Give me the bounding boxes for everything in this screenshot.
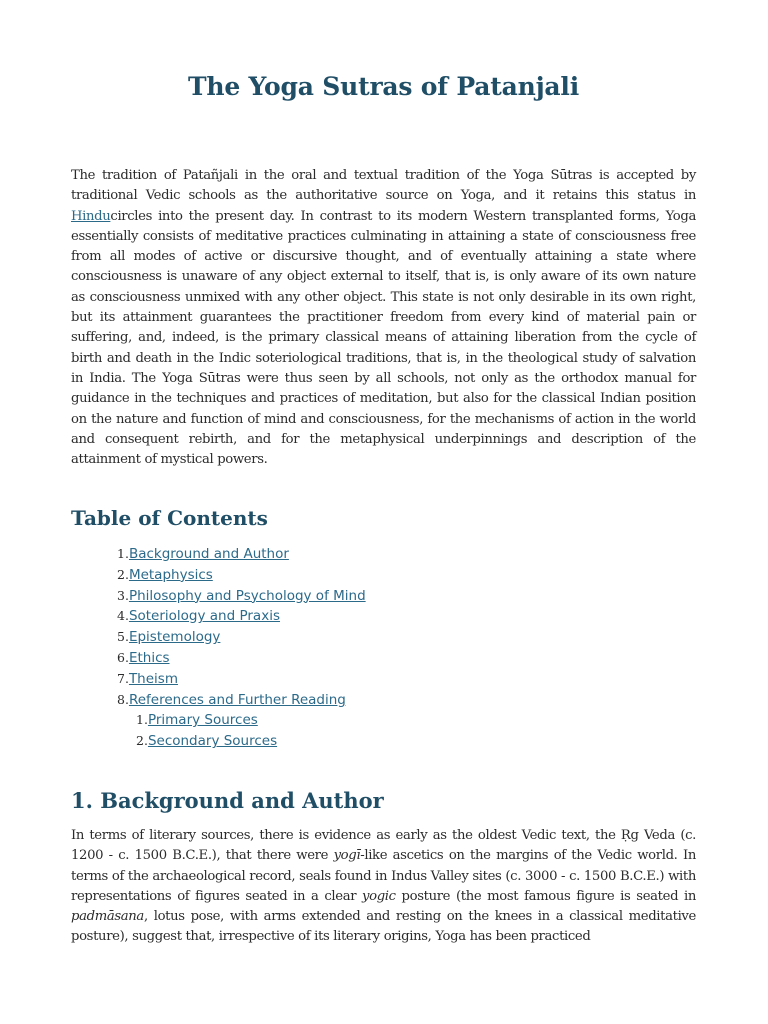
toc-item-theism bbox=[117, 669, 366, 690]
toc-number: 1. bbox=[136, 712, 148, 728]
toc-subitem-secondary bbox=[117, 731, 366, 752]
background-text-2: -like ascetics on the margins of the Vedic world. In terms of the archaeological record, seals found in Indus Valley sites (c. 3000 - c. 1500 B.C.E.) with representations of figures seated in a clear bbox=[71, 848, 697, 904]
toc-number: 3. bbox=[117, 587, 129, 603]
intro-text-rest: circles into the present day. In contrast to its modern Western transplanted forms, Yoga essentially consists of meditative practices culminating in attaining a state of consciousness free from all modes of active or discursive thought, and of eventually attaining a state where consciousness is unaware of any object external to itself, that is, is only aware of its own nature as consciousness unmixed with any other object. This state is not only desirable in its own right, but its attainment guarantees the practitioner freedom from every kind of material pain or suffering, and, indeed, is the primary classical means of attaining liberation from the cycle of birth and death in the Indic soteriological traditions, that is, in the theological study of salvation in India. The Yoga Sūtras were thus seen by all schools, not only as the orthodox manual for guidance in the techniques and practices of meditation, but also for the classical Indian position on the nature and function of mind and consciousness, for the mechanisms of action in the world and consequent rebirth, and for the metaphysical underpinnings and description of the attainment of mystical powers. bbox=[71, 208, 696, 468]
table-of-contents bbox=[117, 544, 366, 752]
intro-paragraph bbox=[71, 166, 696, 470]
toc-number: 2. bbox=[136, 733, 148, 749]
toc-link-secondary-sources[interactable]: Secondary Sources bbox=[147, 733, 278, 750]
toc-link-soteriology[interactable]: Soteriology and Praxis bbox=[128, 608, 280, 625]
toc-number: 1. bbox=[117, 546, 129, 561]
toc-link-background[interactable]: Background and Author bbox=[128, 546, 289, 562]
term-padmasana: padmāsana bbox=[71, 909, 144, 925]
toc-number: 4. bbox=[117, 608, 129, 624]
toc-item-epistemology bbox=[117, 627, 366, 648]
toc-heading: Table of Contents bbox=[71, 506, 268, 530]
toc-number: 6. bbox=[117, 649, 129, 665]
toc-number: 7. bbox=[117, 670, 129, 686]
toc-link-primary-sources[interactable]: Primary Sources bbox=[147, 712, 258, 729]
toc-link-references[interactable]: References and Further Reading bbox=[128, 691, 346, 708]
hindu-link[interactable]: Hindu bbox=[71, 208, 111, 224]
toc-item-background bbox=[117, 544, 366, 565]
toc-link-epistemology[interactable]: Epistemology bbox=[128, 629, 221, 646]
term-yogi: yogī bbox=[333, 848, 361, 864]
term-yogic: yogic bbox=[362, 888, 396, 904]
toc-item-metaphysics bbox=[117, 565, 366, 586]
section-heading-background: 1. Background and Author bbox=[71, 788, 384, 813]
toc-item-ethics bbox=[117, 648, 366, 669]
toc-item-soteriology bbox=[117, 606, 366, 627]
background-text-1: In terms of literary sources, there is evidence as early as the oldest Vedic text, the Ṛg Veda (c. 1200 - c. 1500 B.C.E.), that there were bbox=[71, 828, 696, 864]
background-text-3: posture (the most famous figure is seated in bbox=[395, 888, 697, 904]
toc-link-philosophy[interactable]: Philosophy and Psychology of Mind bbox=[128, 587, 366, 604]
toc-link-metaphysics[interactable]: Metaphysics bbox=[128, 566, 213, 583]
toc-number: 2. bbox=[117, 566, 129, 582]
page-title: The Yoga Sutras of Patanjali bbox=[187, 72, 580, 101]
toc-link-theism[interactable]: Theism bbox=[128, 670, 178, 687]
background-text-4: , lotus pose, with arms extended and resting on the knees in a classical meditative posture), suggest that, irrespective of its literary origins, Yoga has been practiced bbox=[71, 909, 696, 945]
toc-subitem-primary bbox=[117, 710, 366, 731]
toc-number: 8. bbox=[117, 691, 129, 707]
toc-item-references bbox=[117, 690, 366, 711]
intro-text-start: The tradition of Patañjali in the oral and textual tradition of the Yoga Sūtras is accepted by traditional Vedic schools as the authoritative source on Yoga, and it retains this status in bbox=[71, 168, 696, 204]
toc-item-philosophy bbox=[117, 586, 366, 607]
background-paragraph bbox=[71, 826, 696, 948]
toc-link-ethics[interactable]: Ethics bbox=[128, 649, 170, 666]
toc-number: 5. bbox=[117, 629, 129, 645]
